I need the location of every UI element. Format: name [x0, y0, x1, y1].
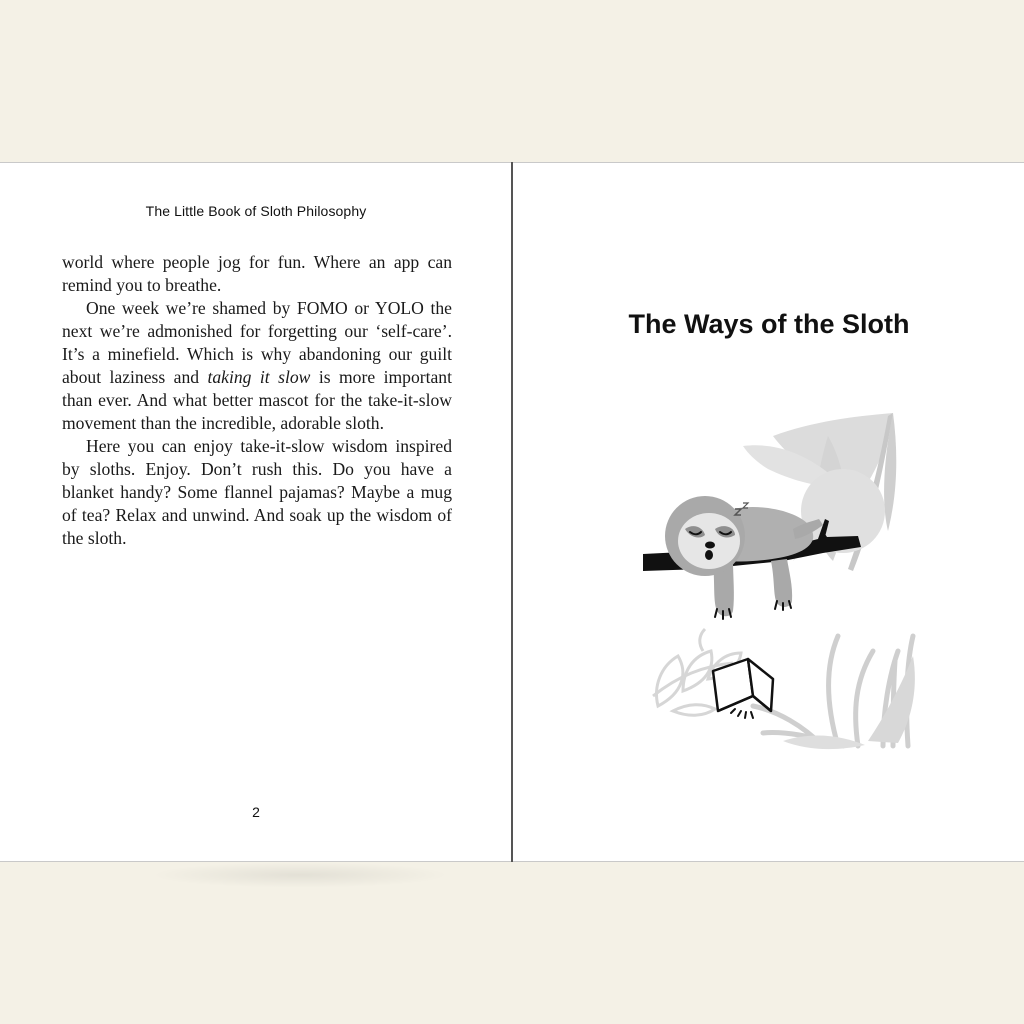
paragraph-2-text-after: is more important than ever. And what better mascot for the take-it-slow movement than the incredible, adorable sloth. [62, 367, 452, 433]
paragraph-3-text: Here you can enjoy take-it-slow wisdom inspired by sloths. Enjoy. Don’t rush this. Do you have a blanket handy? Some flannel pajamas? Maybe a mug of tea? Relax and unwind. And soak up the wisdom of the sloth. [62, 436, 452, 548]
page-gutter [511, 162, 513, 862]
paragraph-2 [62, 297, 452, 435]
page-number: 2 [252, 804, 260, 820]
paragraph-1-text: world where people jog for fun. Where an app can remind you to breathe. [62, 252, 452, 295]
paragraph-2-text: One week we’re shamed by FOMO or YOLO the next we’re admonished for forgetting our ‘self-care’. It’s a minefield. Which is why abandoning our guilt about laziness and [62, 298, 452, 387]
right-page [512, 162, 1024, 862]
body-text [62, 251, 452, 550]
paragraph-2-emphasis: taking it slow [207, 367, 311, 387]
running-head: The Little Book of Sloth Philosophy [145, 203, 367, 219]
paragraph-1 [62, 251, 452, 297]
paragraph-3 [62, 435, 452, 550]
chapter-title: The Ways of the Sloth [628, 309, 910, 339]
left-page [0, 162, 512, 862]
book-spread [0, 162, 1024, 862]
book-shadow [150, 862, 450, 888]
sloth-on-branch-illustration [643, 411, 928, 756]
